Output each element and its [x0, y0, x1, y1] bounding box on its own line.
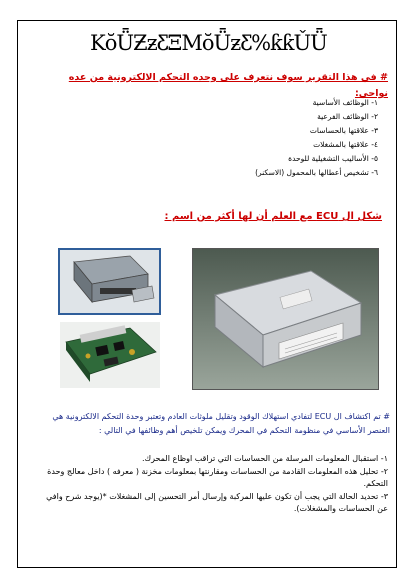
ecu-module-image	[193, 249, 378, 389]
list-item: ٢- تحليل هذه المعلومات القادمة من الحساسات ومقارنتها بمعلومات مخزنة ( معرفه ) داخل معالج وحدة التحكم.	[47, 467, 388, 488]
ecu-unit-image	[60, 250, 159, 313]
ecu-shape-heading: شكل ال ECU مع العلم أن لها أكثر من اسم :	[164, 211, 382, 222]
ecu-circuit-board-photo	[60, 322, 160, 388]
list-item: ٥- الأساليب التشغيلية للوحدة	[288, 154, 378, 163]
page-title: KŏǕƵƶƸΞMŏǕƶƸ%ƙƙǓǕ	[90, 31, 327, 55]
list-item: ٢- الوظائف الفرعية	[317, 112, 378, 121]
circuit-board-image	[60, 322, 160, 388]
topic-list	[178, 96, 378, 180]
intro-heading: # في هذا التقرير سوف نتعرف على وحده التحكم الالكترونية من عده نواحي:	[68, 72, 388, 99]
list-item: ٤- علاقتها بالمشغلات	[313, 140, 378, 149]
list-item: ٣- تحديد الحالة التي يجب أن تكون عليها المركبة وإرسال أمر التحسين إلى المشغلات *(يوجد شرح وافي عن الحساسات والمشغلات).	[46, 492, 388, 513]
ecu-photo-framed	[58, 248, 161, 315]
ecu-description-paragraph: # تم اكتشاف ال ECU لتفادي استهلاك الوقود وتقليل ملوثات العادم وتعتبر وحدة التحكم الالكترونية هي العنصر الأساسي في منظومة التحكم في المحرك ويمكن تلخيص أهم وظائفها في التالي :	[52, 412, 390, 435]
list-item: ١- الوظائف الأساسية	[312, 98, 378, 107]
list-item: ٣- علاقتها بالحساسات	[309, 126, 378, 135]
ecu-large-photo	[192, 248, 379, 390]
ecu-function-list	[38, 453, 388, 516]
list-item: ٦- تشخيص أعطالها بالمحمول (الاسكنر)	[255, 168, 378, 177]
list-item: ١- استقبال المعلومات المرسلة من الحساسات التي تراقب اوظاع المحرك.	[141, 454, 388, 463]
